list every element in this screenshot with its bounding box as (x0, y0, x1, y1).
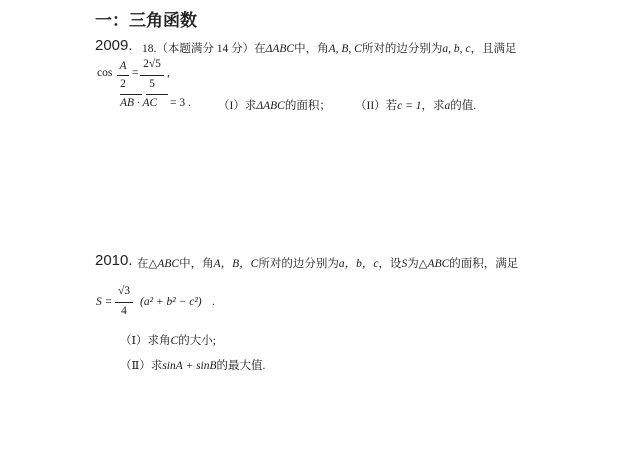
text-fragment: 在△ (137, 258, 158, 270)
question-1 (120, 332, 216, 348)
fraction-bar (115, 302, 133, 303)
text-fragment: ，且满足 (470, 43, 517, 55)
sides-label: a, b, c (442, 43, 471, 55)
frac-b-numerator: 2√5 (143, 58, 161, 70)
problem-number: 18. (142, 43, 157, 55)
variable: C (170, 335, 179, 347)
area-variable: S (401, 258, 408, 270)
angles-label: A，B，C (213, 258, 259, 270)
problem-intro: （本题满分 14 分）在 (156, 43, 266, 55)
frac-numerator: √3 (117, 285, 131, 297)
year-2010: 2010. (95, 252, 133, 269)
part-1 (218, 97, 331, 113)
text-fragment: 的面积，满足 (449, 258, 519, 270)
equals-sign: = (132, 67, 139, 79)
angles-label: A, B, C (328, 43, 362, 55)
triangle-label: ΔABC (265, 43, 295, 55)
text-fragment: 为△ (407, 258, 428, 270)
part-label: （I）求 (218, 100, 257, 112)
fraction-bar (140, 75, 164, 76)
part-2 (355, 97, 476, 113)
vector-dot-product: AB · AC (120, 97, 158, 109)
text-fragment: 中，角 (294, 43, 329, 55)
fraction-bar (117, 75, 129, 76)
problem-2009-line1 (142, 40, 516, 56)
triangle-label: ABC (157, 258, 180, 270)
question-2 (120, 357, 265, 373)
sides-label: a，b，c (338, 258, 379, 270)
text-fragment: ，设 (378, 258, 402, 270)
text-fragment: 所对的边分别为 (258, 258, 339, 270)
text-fragment: 的值. (450, 100, 477, 112)
part-label: （II）若 (355, 100, 398, 112)
text-fragment: 的大小; (178, 335, 216, 347)
frac-b-denominator: 5 (149, 78, 155, 90)
section-title: 一：三角函数 (95, 11, 197, 31)
text-fragment: 中，角 (179, 258, 214, 270)
dot-product-result: = 3 . (170, 97, 191, 109)
formula-expression: (a² + b² − c²) (140, 296, 202, 308)
formula-lhs: S = (96, 296, 113, 308)
triangle-label: ΔABC (256, 100, 285, 112)
part-label: （Ⅰ）求角 (120, 335, 171, 347)
text-fragment: 的面积； (284, 100, 331, 112)
vector-arrow-ac (146, 94, 168, 95)
part-label: （Ⅱ）求 (120, 360, 163, 372)
year-2009: 2009. (95, 37, 133, 54)
formula-period: . (212, 296, 215, 308)
vector-arrow-ab (120, 94, 142, 95)
triangle-label: ABC (427, 258, 450, 270)
expression: sinA + sinB (162, 360, 217, 372)
text-fragment: 所对的边分别为 (361, 43, 443, 55)
problem-2010-line1 (137, 255, 518, 271)
frac-a-denominator: 2 (120, 78, 126, 90)
condition: c = 1 (397, 100, 422, 112)
text-fragment: 的最大值. (216, 360, 266, 372)
cos-label: cos (97, 67, 113, 79)
frac-a-numerator: A (119, 60, 127, 72)
comma: , (167, 67, 170, 79)
text-fragment: ，求 (421, 100, 445, 112)
variable: a (444, 100, 451, 112)
frac-denominator: 4 (121, 305, 127, 317)
